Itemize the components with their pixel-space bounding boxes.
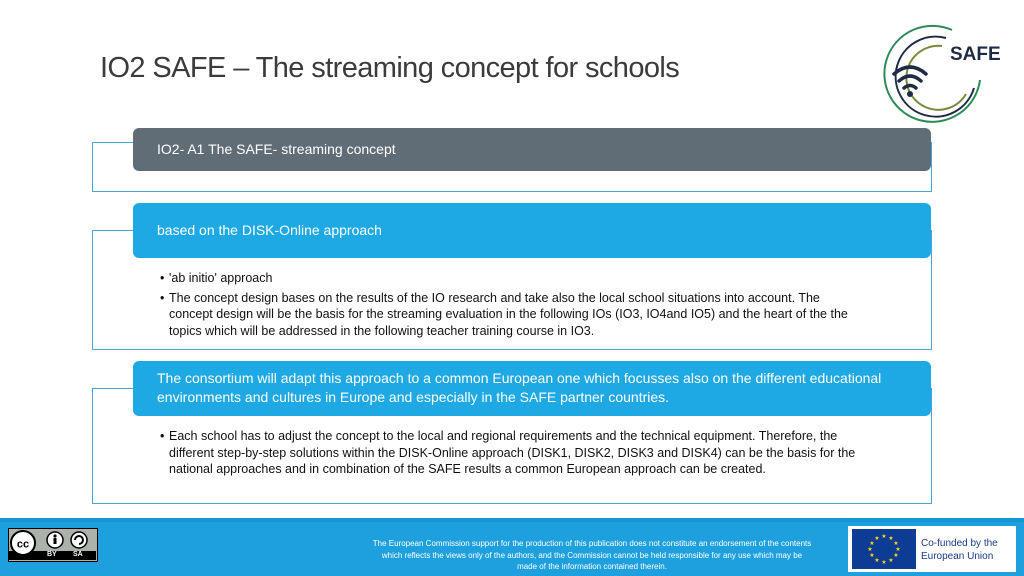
section-1-bar xyxy=(133,128,931,171)
svg-text:★: ★ xyxy=(881,533,887,540)
by-label: BY xyxy=(47,551,57,558)
svg-text:★: ★ xyxy=(867,546,873,553)
section-3-heading: The consortium will adapt this approach to a common European one which focusses also on the different educational environments and cultures in Europe and especially in the SAFE partner countries. xyxy=(157,370,882,405)
section-2-bullets xyxy=(160,270,864,342)
svg-text:★: ★ xyxy=(869,540,875,547)
section-3-bar xyxy=(133,361,931,416)
footer-strip xyxy=(0,518,1024,522)
section-2-heading: based on the DISK-Online approach xyxy=(157,222,382,238)
svg-text:★: ★ xyxy=(893,540,899,547)
section-3-bullets xyxy=(160,428,864,481)
svg-text:★: ★ xyxy=(874,557,880,564)
svg-text:★: ★ xyxy=(874,535,880,542)
logo-text: SAFE xyxy=(950,44,1001,65)
svg-text:cc: cc xyxy=(16,538,30,551)
wifi-icon xyxy=(894,67,926,88)
sa-label: SA xyxy=(73,551,83,558)
list-item: • Each school has to adjust the concept to the local and regional requirements and the technical equipment. Therefore, the different step-by-step solutions within the DISK-Online approach (DISK1, DISK2, DISK3 and DISK4) can be the basis for the national approaches and in combination of the SAFE results a common European approach can be created. xyxy=(160,428,864,478)
eu-flag-icon xyxy=(852,529,916,569)
section-2-bar xyxy=(133,203,931,258)
svg-text:★: ★ xyxy=(888,535,894,542)
svg-text:★: ★ xyxy=(888,557,894,564)
list-item: • 'ab initio' approach xyxy=(160,270,864,287)
cc-license-badge xyxy=(8,528,98,562)
eu-label: Co-funded by the European Union xyxy=(921,538,998,562)
page-title: IO2 SAFE – The streaming concept for schools xyxy=(100,52,680,84)
list-item: • The concept design bases on the results of the IO research and take also the local school situations into account. The concept design will be the basis for the streaming evaluation in the following IOs (IO3, IO4and IO5) and the heart of the the topics which will be addressed in the following teacher training course in IO3. xyxy=(160,290,864,340)
section-1-heading: IO2- A1 The SAFE- streaming concept xyxy=(157,141,396,157)
safe-logo xyxy=(856,22,1016,126)
svg-text:★: ★ xyxy=(881,559,887,566)
svg-text:★: ★ xyxy=(869,552,875,559)
svg-text:★: ★ xyxy=(893,552,899,559)
svg-text:★: ★ xyxy=(895,546,901,553)
disclaimer-text: The European Commission support for the production of this publication does not constitute an endorsement of the contents which reflects the views only of the authors, and the Commission cannot be held responsible for any use which may be made of the information contained therein. xyxy=(372,539,812,571)
